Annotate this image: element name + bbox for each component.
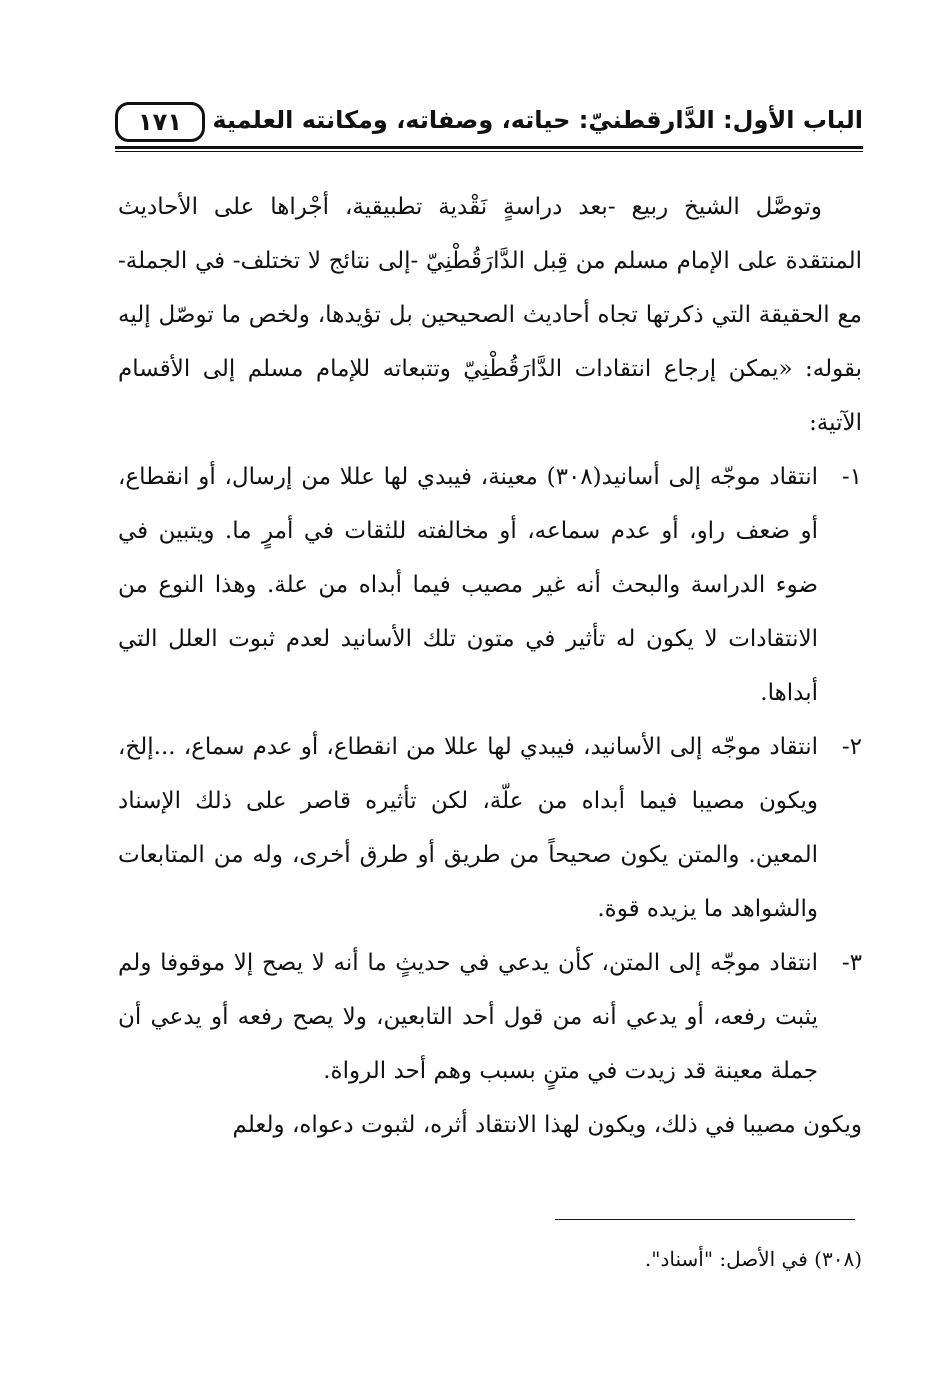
- closing-paragraph: ويكون مصيبا في ذلك، ويكون لهذا الانتقاد أثره، لثبوت دعواه، ولعلم: [232, 1112, 862, 1138]
- intro-paragraph: وتوصَّل الشيخ ربيع -بعد دراسةٍ نَقْدية تطبيقية، أجْراها على الأحاديث المنتقدة على الإمام مسلم من قِبل الدَّارَقُطْنِيّ -إلى نتائج لا تختلف- في الجملة- مع الحقيقة التي ذكرتها تجاه أحاديث الصحيحين بل تؤيدها، ولخص ما توصّل إليه بقوله: «يمكن إرجاع انتقادات الدَّارَقُطْنِيّ وتتبعاته للإمام مسلم إلى الأقسام الآتية:: [118, 194, 862, 436]
- running-title: الباب الأول: الدَّارقطنيّ: حياته، وصفاته، ومكانته العلمية: [212, 106, 863, 134]
- list-number: ٢-: [841, 734, 862, 760]
- page-number: ١٧١: [115, 102, 205, 142]
- page-header: [115, 100, 863, 148]
- list-item: [118, 936, 862, 1098]
- header-rule-thin: [115, 151, 863, 152]
- list-number: ٣-: [841, 950, 862, 976]
- list-item: [118, 720, 862, 936]
- footnote: (٣٠٨) في الأصل: "أسناد".: [644, 1247, 862, 1271]
- body-text: [118, 180, 862, 1152]
- footnote-separator: [555, 1219, 855, 1220]
- list-item: [118, 450, 862, 720]
- list-item-text: انتقاد موجّه إلى المتن، كأن يدعي في حديثٍ ما أنه لا يصح إلا موقوفا ولم يثبت رفعه، أو يدعي أنه من قول أحد التابعين، ولا يصح رفعه أو يدعي أن جملة معينة قد زيدت في متنٍ بسبب وهم أحد الرواة.: [118, 950, 818, 1084]
- header-rule-thick: [115, 146, 863, 149]
- list-item-text: انتقاد موجّه إلى الأسانيد، فيبدي لها عللا من انقطاع، أو عدم سماع، ...إلخ، ويكون مصيبا فيما أبداه من علّة، لكن تأثيره قاصر على ذلك الإسناد المعين. والمتن يكون صحيحاً من طريق أو طرق أخرى، وله من المتابعات والشواهد ما يزيده قوة.: [118, 734, 818, 922]
- list-item-text: انتقاد موجّه إلى أسانيد(٣٠٨) معينة، فيبدي لها عللا من إرسال، أو انقطاع، أو ضعف راو، أو عدم سماعه، أو مخالفته للثقات في أمرٍ ما. ويتبين في ضوء الدراسة والبحث أنه غير مصيب فيما أبداه من علة. وهذا النوع من الانتقادات لا يكون له تأثير في متون تلك الأسانيد لعدم ثبوت العلل التي أبداها.: [118, 464, 818, 706]
- list-number: ١-: [841, 464, 862, 490]
